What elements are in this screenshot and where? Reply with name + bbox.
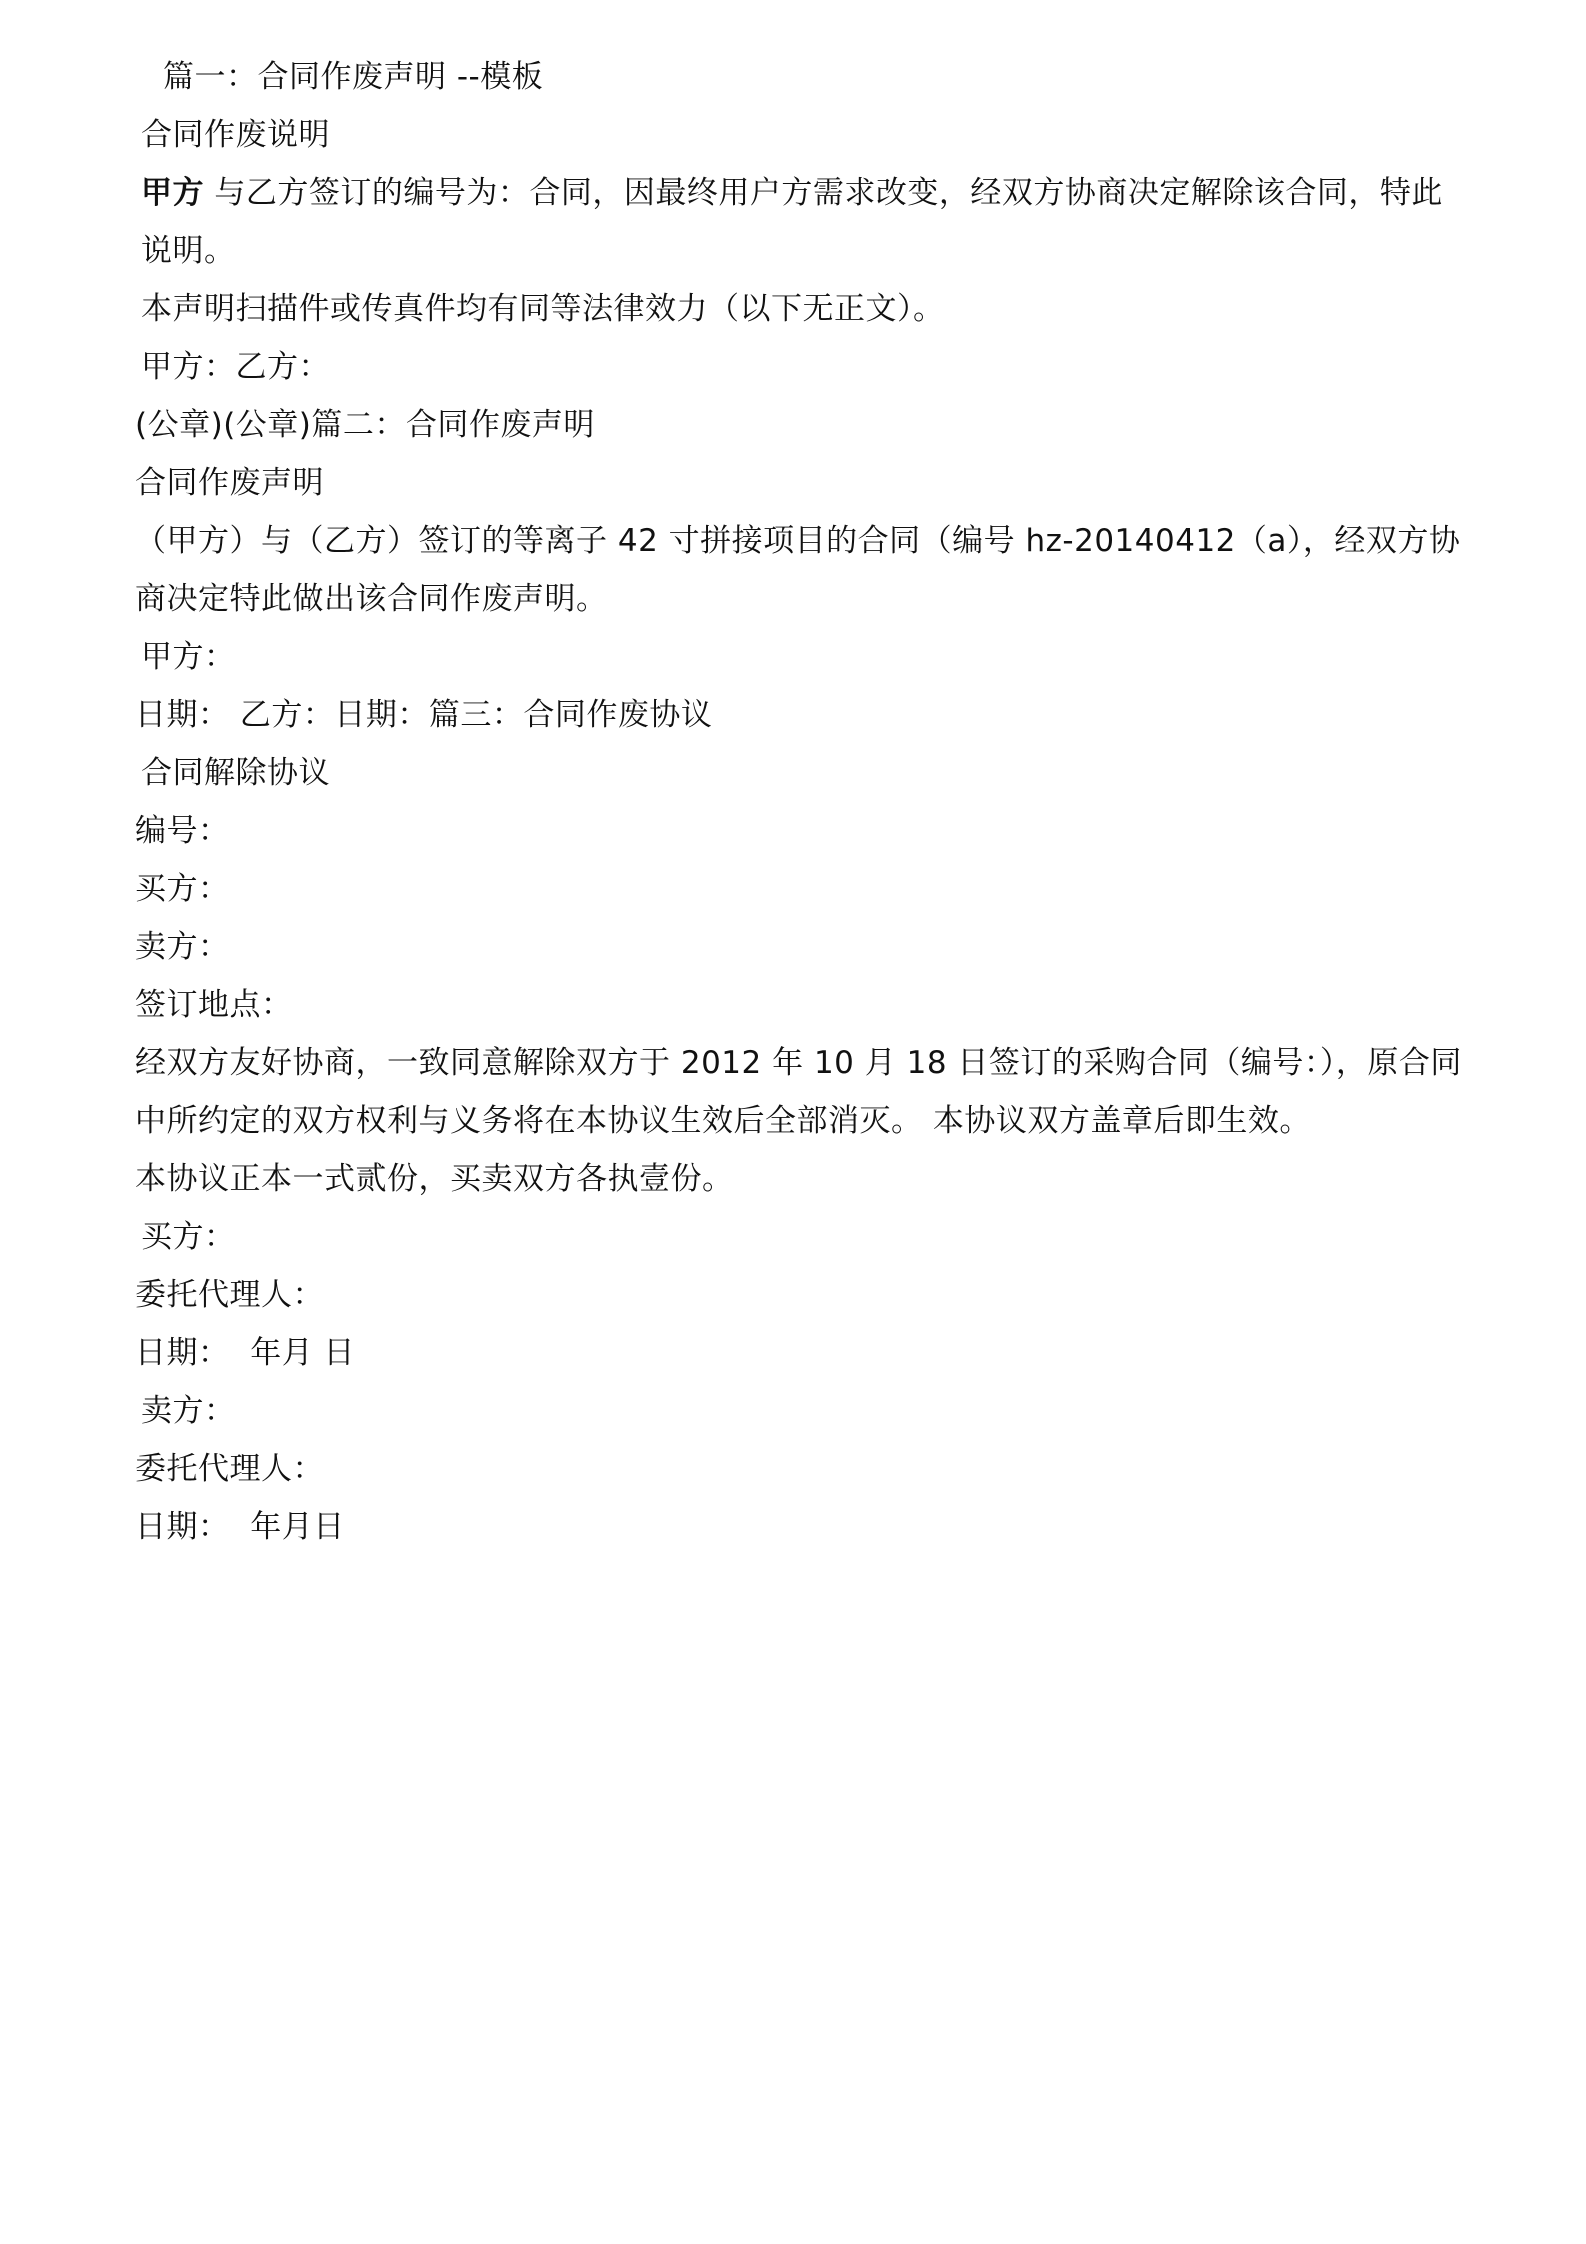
parties-signature-line: 甲方：乙方：: [141, 349, 330, 385]
section-two-party-a: 甲方：: [141, 639, 236, 675]
section-one-paragraph-text: 与乙方签订的编号为：合同，因最终用户方需求改变，经双方协商决定解除该合同，特此说明。: [141, 175, 1443, 269]
buyer-signature-label: 买方：: [141, 1219, 236, 1255]
legal-effect-note: 本声明扫描件或传真件均有同等法律效力（以下无正文）。: [141, 291, 945, 327]
section-two-paragraph: （甲方）与（乙方）签订的等离子 42 寸拼接项目的合同（编号 hz-20140412（a），经双方协商决定特此做出该合同作废声明。: [135, 523, 1461, 617]
section-one-paragraph: [135, 164, 1465, 280]
section-one-heading: 合同作废说明: [141, 117, 330, 153]
document-body: [135, 48, 1465, 1556]
party-a-label: 甲方: [141, 175, 204, 211]
section-two-heading: 合同作废声明: [135, 465, 324, 501]
agreement-body-paragraph: 经双方友好协商，一致同意解除双方于 2012 年 10 月 18 日签订的采购合同（编号：），原合同中所约定的双方权利与义务将在本协议生效后全部消灭。 本协议双方盖章后即生效。: [135, 1045, 1462, 1139]
seller-date-label: 日期： 年月日: [135, 1509, 345, 1545]
seller-signature-label: 卖方：: [141, 1393, 236, 1429]
agreement-number: 编号：: [135, 813, 230, 849]
section-one-title: 篇一：合同作废声明 --模板: [163, 59, 544, 95]
signing-location: 签订地点：: [135, 987, 293, 1023]
seal-and-section-two-title: (公章)(公章)篇二：合同作废声明: [135, 407, 595, 443]
copies-clause: 本协议正本一式贰份，买卖双方各执壹份。: [135, 1161, 734, 1197]
buyer-agent-label: 委托代理人：: [135, 1277, 324, 1313]
seller-label: 卖方：: [135, 929, 230, 965]
buyer-label: 买方：: [135, 871, 230, 907]
date-and-section-three-title: 日期： 乙方：日期：篇三：合同作废协议: [135, 697, 713, 733]
section-three-heading: 合同解除协议: [141, 755, 330, 791]
seller-agent-label: 委托代理人：: [135, 1451, 324, 1487]
buyer-date-label: 日期： 年月 日: [135, 1335, 356, 1371]
